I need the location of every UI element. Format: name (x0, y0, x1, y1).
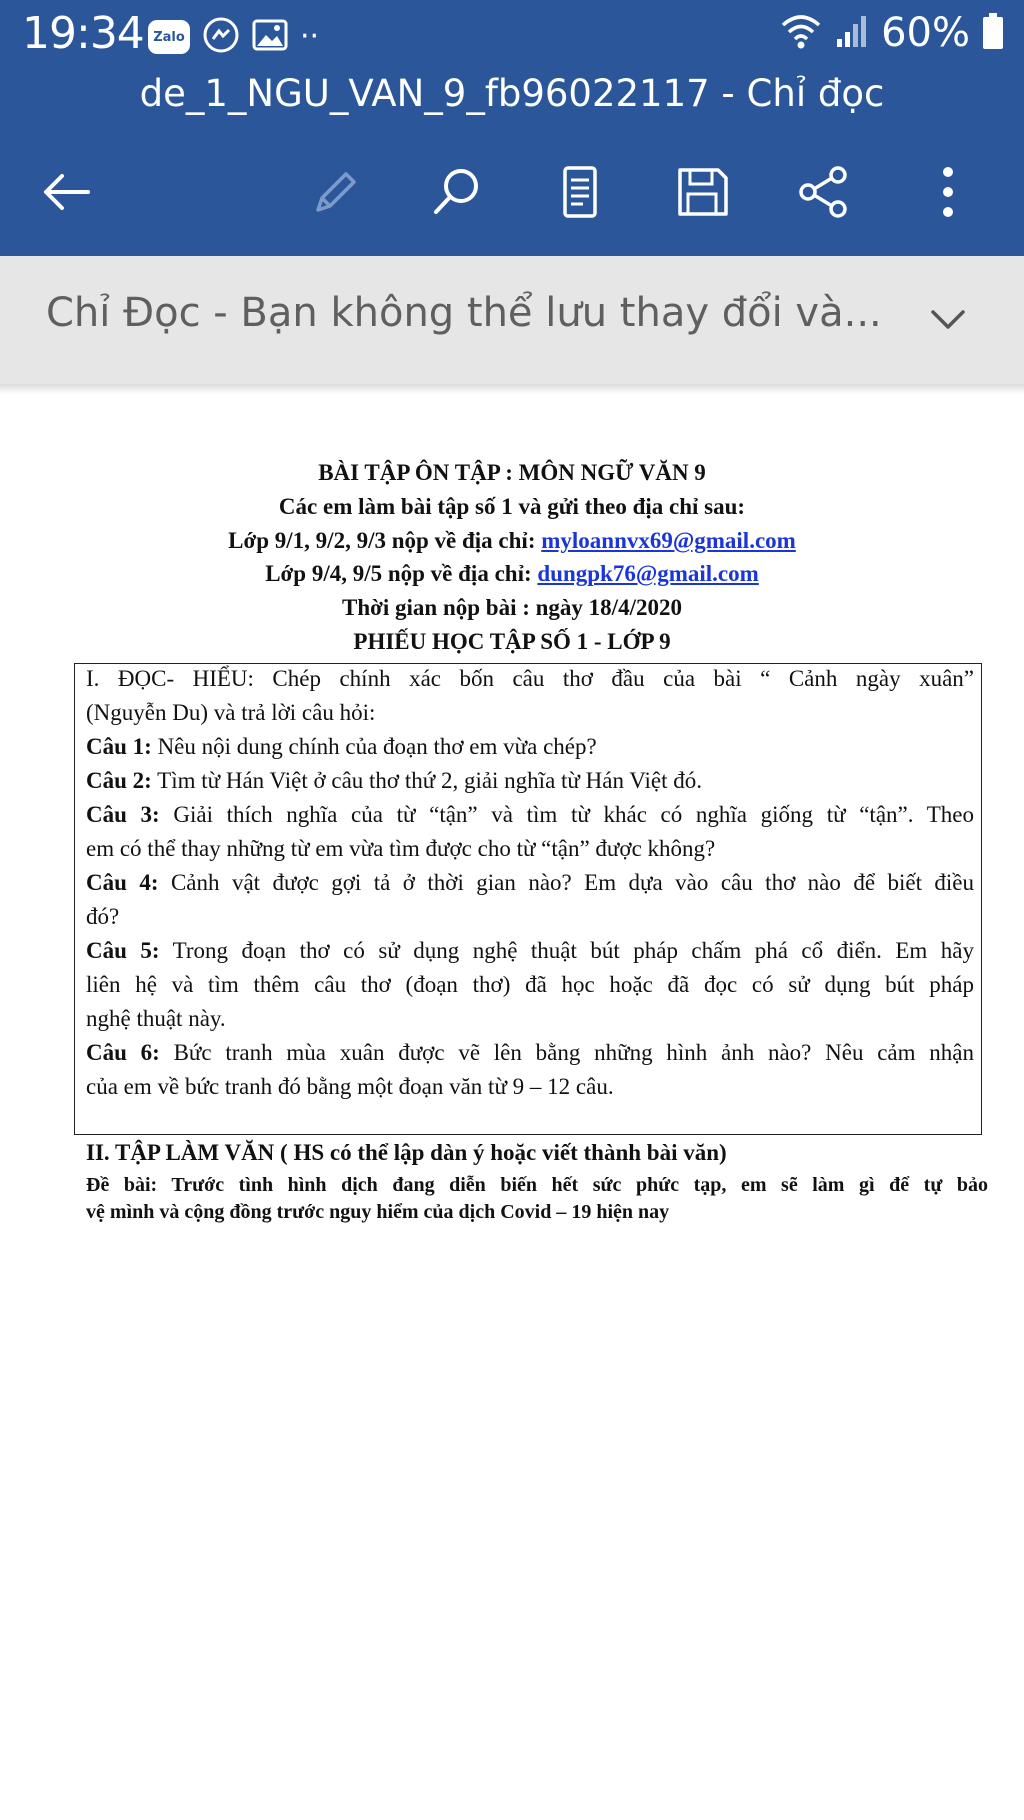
read-only-banner[interactable] (0, 256, 1024, 385)
gallery-icon (252, 18, 288, 56)
zalo-icon: Zalo (148, 20, 190, 54)
doc-worksheet-title: PHIẾU HỌC TẬP SỐ 1 - LỚP 9 (353, 629, 671, 654)
app-header (0, 0, 1024, 256)
question-5-label: Câu 5: (86, 938, 160, 963)
question-1-text: Nêu nội dung chính của đoạn thơ em vừa chép? (151, 734, 597, 759)
share-button[interactable] (792, 160, 856, 224)
read-only-message: Chỉ Đọc - Bạn không thể lưu thay đổi và... (46, 290, 882, 336)
question-5-text-line1: Trong đoạn thơ có sử dụng nghệ thuật bút pháp chấm phá cổ điển. Em hãy (159, 938, 975, 963)
class-a-line (0, 528, 1024, 554)
question-3-label: Câu 3: (86, 802, 160, 827)
doc-deadline: Thời gian nộp bài : ngày 18/4/2020 (342, 595, 682, 620)
banner-expand-button[interactable] (925, 296, 971, 342)
pencil-icon (304, 162, 364, 222)
reading-view-button[interactable] (548, 160, 612, 224)
part2-prompt-line1: Đề bài: Trước tình hình dịch đang diễn biến hết sức phức tạp, em sẽ làm gì để tự bảo (86, 1174, 988, 1196)
class-a-email-link[interactable]: myloannvx69@gmail.com (541, 528, 796, 553)
back-arrow-icon (36, 162, 96, 222)
part1-intro-line2: (Nguyễn Du) và trả lời câu hỏi: (86, 700, 376, 725)
question-4-line1 (86, 870, 974, 896)
question-4-line2: đó? (86, 904, 120, 929)
signal-icon (835, 13, 869, 53)
reading-view-icon (550, 162, 610, 222)
share-icon (794, 162, 854, 222)
question-2 (86, 768, 974, 794)
back-button[interactable] (34, 160, 98, 224)
chevron-down-icon (925, 296, 971, 342)
doc-instruction: Các em làm bài tập số 1 và gửi theo địa chỉ sau: (278, 494, 746, 519)
question-4-text-line1: Cảnh vật được gợi tả ở thời gian nào? Em dựa vào câu thơ nào để biết điều (158, 870, 975, 895)
question-2-label: Câu 2: (86, 768, 152, 793)
class-a-label: Lớp 9/1, 9/2, 9/3 nộp về địa chỉ: (228, 528, 536, 553)
search-icon (426, 162, 486, 222)
question-5-line3: nghệ thuật này. (86, 1006, 226, 1031)
status-bar (0, 0, 1024, 70)
wifi-icon (779, 11, 823, 55)
question-2-text: Tìm từ Hán Việt ở câu thơ thứ 2, giải nghĩa từ Hán Việt đó. (151, 768, 703, 793)
class-b-email-link[interactable]: dungpk76@gmail.com (537, 561, 759, 586)
question-6-label: Câu 6: (86, 1040, 160, 1065)
question-3-line2: em có thể thay những từ em vừa tìm được cho từ “tận” được không? (86, 836, 716, 861)
question-6-line1 (86, 1040, 974, 1066)
question-3-text-line1: Giải thích nghĩa của từ “tận” và tìm từ khác có nghĩa giống từ “tận”. Theo (159, 802, 974, 827)
part1-intro-line1: I. ĐỌC- HIỂU: Chép chính xác bốn câu thơ đầu của bài “ Cảnh ngày xuân” (86, 666, 974, 691)
document-title: de_1_NGU_VAN_9_fb96022117 - Chỉ đọc (139, 72, 885, 115)
question-1 (86, 734, 974, 760)
battery-level: 60% (881, 10, 970, 56)
part2-heading: II. TẬP LÀM VĂN ( HS có thể lập dàn ý hoặc viết thành bài văn) (86, 1140, 727, 1165)
question-1-label: Câu 1: (86, 734, 152, 759)
question-5-line2: liên hệ và tìm thêm câu thơ (đoạn thơ) đã học hoặc đã đọc có sử dụng bút pháp (86, 972, 974, 997)
notification-icons (148, 16, 319, 58)
more-vertical-icon (918, 162, 978, 222)
more-notifications: ·· (300, 19, 320, 54)
save-button[interactable] (670, 160, 734, 224)
toolbar (0, 150, 1024, 230)
edit-button[interactable] (302, 160, 366, 224)
question-3-line1 (86, 802, 974, 828)
messenger-icon (202, 16, 240, 58)
status-right (779, 10, 1004, 56)
doc-title: BÀI TẬP ÔN TẬP : MÔN NGỮ VĂN 9 (318, 460, 706, 485)
battery-icon (982, 12, 1004, 54)
class-b-label: Lớp 9/4, 9/5 nộp về địa chỉ: (265, 561, 532, 586)
class-b-line (0, 561, 1024, 587)
more-options-button[interactable] (916, 160, 980, 224)
part2-prompt-line2: vệ mình và cộng đồng trước nguy hiểm của dịch Covid – 19 hiện nay (86, 1201, 670, 1223)
search-button[interactable] (424, 160, 488, 224)
banner-shadow (0, 384, 1024, 394)
question-5-line1 (86, 938, 974, 964)
question-6-text-line1: Bức tranh mùa xuân được vẽ lên bằng những hình ảnh nào? Nêu cảm nhận (159, 1040, 975, 1065)
question-4-label: Câu 4: (86, 870, 159, 895)
save-icon (672, 162, 732, 222)
question-6-line2: của em về bức tranh đó bằng một đoạn văn từ 9 – 12 câu. (86, 1074, 614, 1099)
status-time: 19:34 (22, 8, 144, 59)
